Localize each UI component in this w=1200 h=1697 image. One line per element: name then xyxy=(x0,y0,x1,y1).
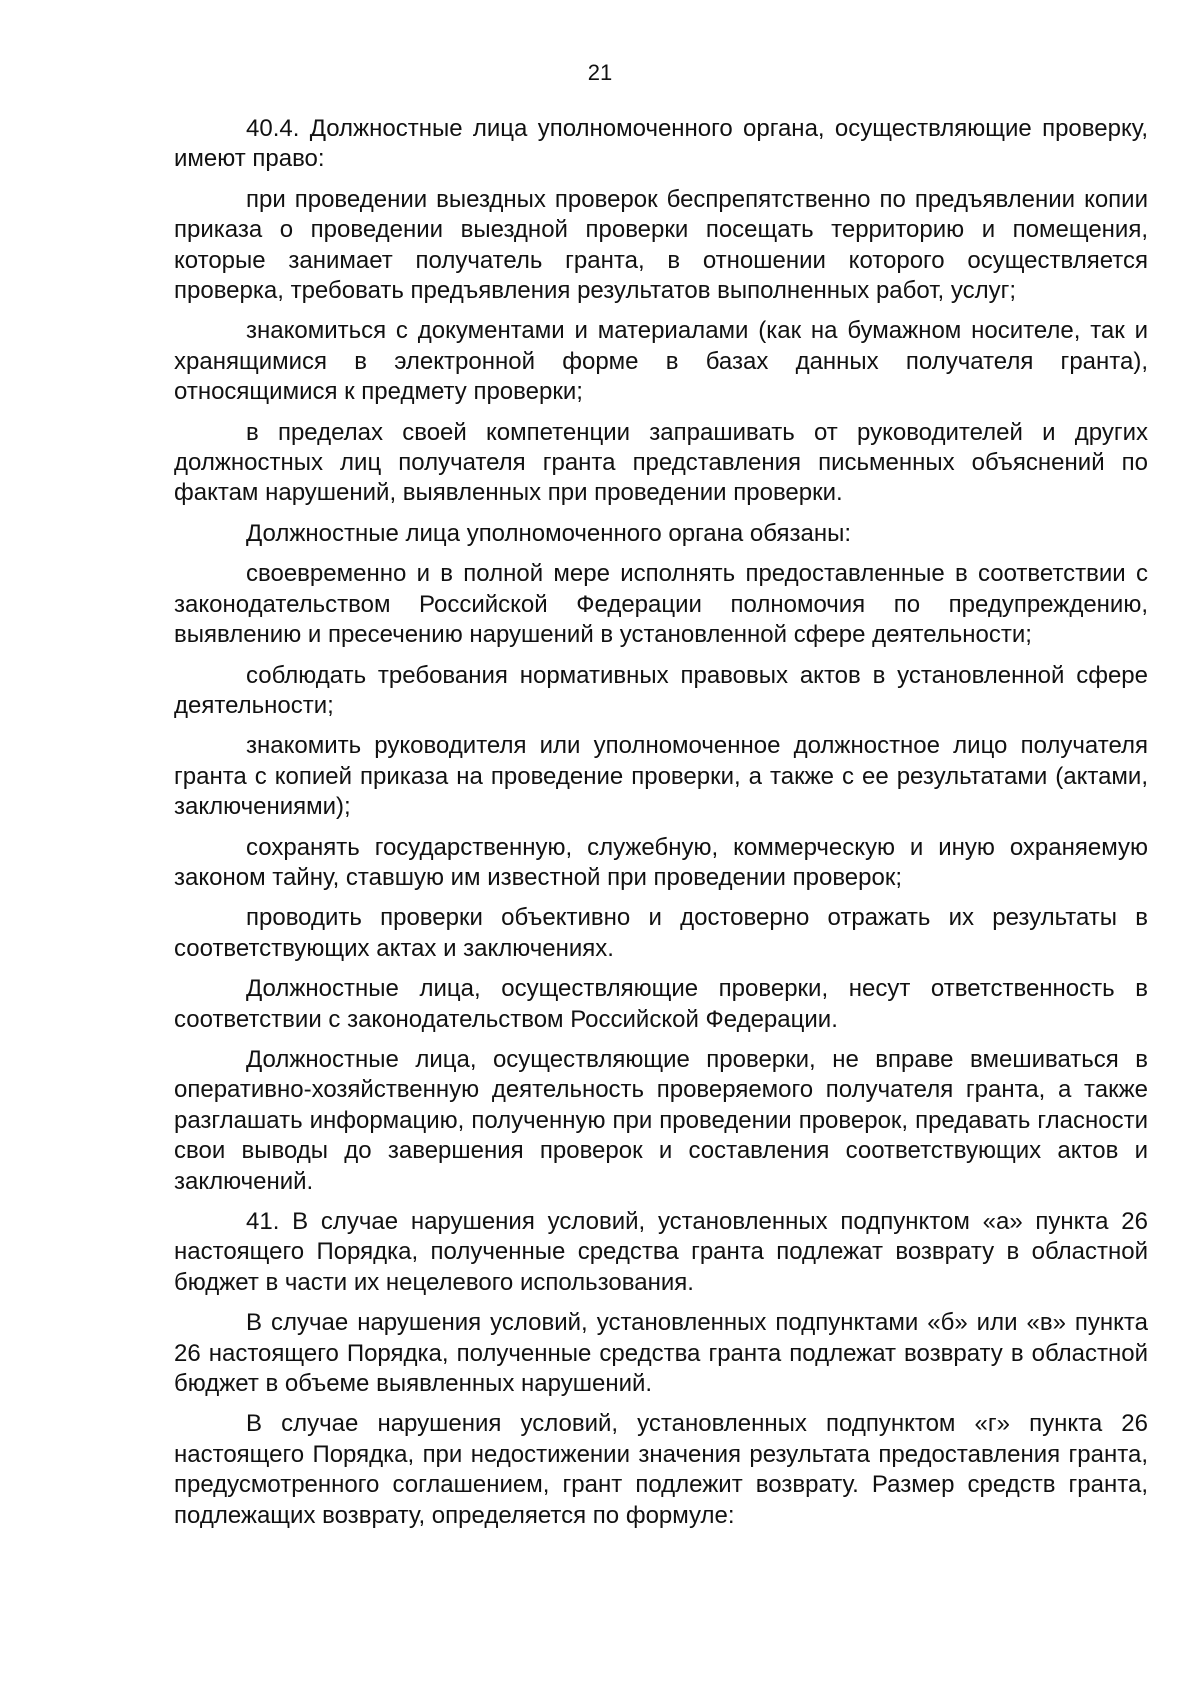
paragraph-violation-b-v-refund: В случае нарушения условий, установленных подпунктами «б» или «в» пункта 26 настоящего Порядка, полученные средства гранта подлежат возврату в областной бюджет в объеме выявленных нарушений. xyxy=(174,1309,1148,1398)
paragraph-responsibility: Должностные лица, осуществляющие проверки, несут ответственность в соответствии с законодательством Российской Федерации. xyxy=(174,975,1148,1033)
paragraph-duty-exercise-powers: своевременно и в полной мере исполнять предоставленные в соответствии с законодательством Российской Федерации полномочия по предупреждению, выявлению и пресечению нарушений в установленной сфере деятельности; xyxy=(174,560,1148,649)
paragraph-duties-intro: Должностные лица уполномоченного органа обязаны: xyxy=(246,519,852,547)
paragraph-duty-comply-acts: соблюдать требования нормативных правовых актов в установленной сфере деятельности; xyxy=(174,661,1148,719)
paragraph-40-4-rights-intro: 40.4. Должностные лица уполномоченного органа, осуществляющие проверку, имеют право: xyxy=(174,115,1148,173)
page-number: 21 xyxy=(587,60,613,85)
paragraph-violation-g-formula: В случае нарушения условий, установленных подпунктом «г» пункта 26 настоящего Порядка, при недостижении значения результата предоставления гранта, предусмотренного соглашением, грант подлежит возврату. Размер средств гранта, подлежащих возврату, определяется по формуле: xyxy=(174,1410,1148,1529)
paragraph-request-explanations: в пределах своей компетенции запрашивать от руководителей и других должностных лиц получателя гранта представления письменных объяснений по фактам нарушений, выявленных при проведении проверки. xyxy=(174,418,1148,507)
document-body xyxy=(174,114,1148,1541)
paragraph-duty-objective-checks: проводить проверки объективно и достоверно отражать их результаты в соответствующих актах и заключениях. xyxy=(174,904,1148,962)
paragraph-duty-inform-head: знакомить руководителя или уполномоченное должностное лицо получателя гранта с копией приказа на проведение проверки, а также с ее результатами (актами, заключениями); xyxy=(174,732,1148,821)
paragraph-41-misuse-refund: 41. В случае нарушения условий, установленных подпунктом «а» пункта 26 настоящего Порядка, полученные средства гранта подлежат возврату в областной бюджет в части их нецелевого использования. xyxy=(174,1208,1148,1296)
paragraph-documents-access: знакомиться с документами и материалами (как на бумажном носителе, так и хранящимися в электронной форме в базах данных получателя гранта), относящимися к предмету проверки; xyxy=(174,317,1148,406)
paragraph-onsite-inspections: при проведении выездных проверок беспрепятственно по предъявлении копии приказа о проведении выездной проверки посещать территорию и помещения, которые занимает получатель гранта, в отношении которого осуществляется проверка, требовать предъявления результатов выполненных работ, услуг; xyxy=(174,185,1148,305)
paragraph-no-interference: Должностные лица, осуществляющие проверки, не вправе вмешиваться в оперативно-хозяйственную деятельность проверяемого получателя гранта, а также разглашать информацию, полученную при проведении проверок, предавать гласности свои выводы до завершения проверок и составления соответствующих актов и заключений. xyxy=(174,1045,1148,1195)
paragraph-duty-keep-secrets: сохранять государственную, служебную, коммерческую и иную охраняемую законом тайну, ставшую им известной при проведении проверок; xyxy=(174,833,1148,891)
